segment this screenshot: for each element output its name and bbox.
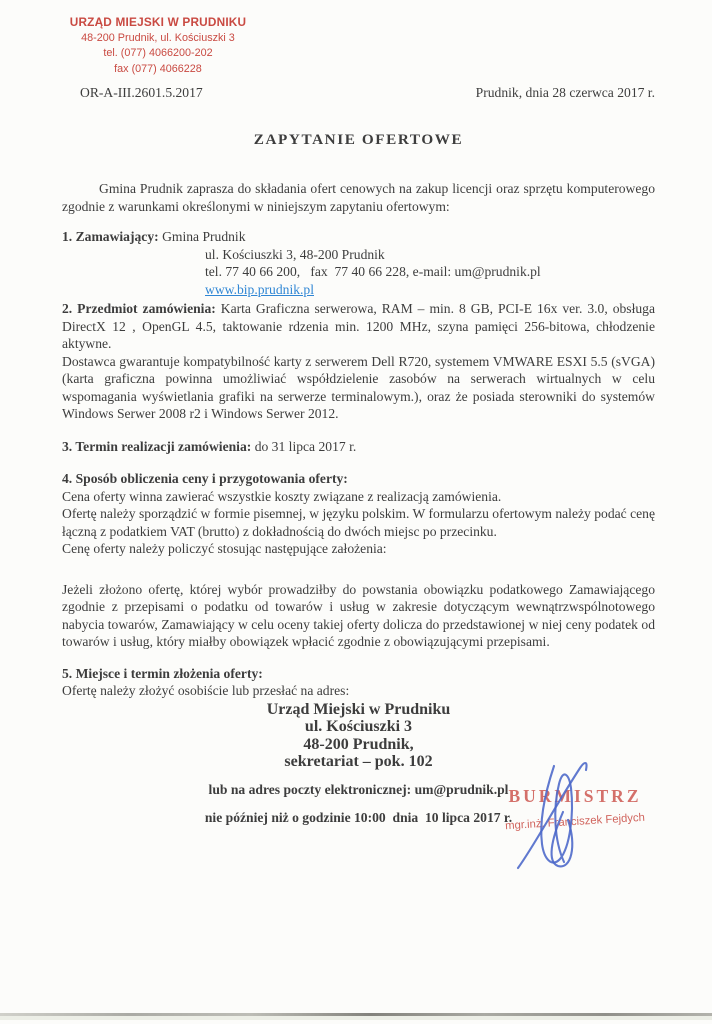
stamp-address: 48-200 Prudnik, ul. Kościuszki 3 <box>81 31 235 44</box>
vat-clause-paragraph: Jeżeli złożono ofertę, której wybór prowadziłby do powstania obowiązku podatkowego Zamawiającego zgodnie z przepisami o podatku od towarów i usług w zakresie dotyczącym wewnątrzwspólnotowego nabycia towarów, Zamawiający w celu oceny takiej oferty dolicza do przedstawionej w niej ceny podatek od towarów i usług, który miałby obowiązek wpłacić zgodnie z obowiązującymi przepisami. <box>62 581 655 649</box>
mayor-name-stamp: mgr.inż. Franciszek Fejdych <box>504 811 646 833</box>
document-title: ZAPYTANIE OFERTOWE <box>253 131 464 148</box>
section3-line <box>62 438 655 456</box>
section2-label: 2. Przedmiot zamówienia: <box>62 301 216 316</box>
submission-address-office: Urząd Miejski w Prudniku <box>266 700 451 718</box>
scan-edge-shadow <box>0 1016 712 1020</box>
reference-row <box>62 85 655 101</box>
signature-area <box>470 750 680 880</box>
section2-spec-text: Karta Graficzna serwerowa, RAM – min. 8 GB, PCI-E 16x ver. 3.0, obsługa DirectX 12 , OpenGL 4.5, taktowanie rdzenia min. 1200 MHz, szyna pamięci 256-bitowa, chłodzenie aktywne. <box>62 301 655 351</box>
submission-address-room: sekretariat – pok. 102 <box>284 753 433 770</box>
section1-orderer-name: Gmina Prudnik <box>162 229 246 244</box>
section5-line1: Ofertę należy złożyć osobiście lub przesłać na adres: <box>62 683 350 698</box>
submission-email-line: lub na adres poczty elektronicznej: um@prudnik.pl <box>208 781 509 797</box>
submission-address-city: 48-200 Prudnik, <box>303 735 414 753</box>
stamp-office-name: URZĄD MIEJSKI W PRUDNIKU <box>69 15 247 29</box>
section5-heading: 5. Miejsce i termin złożenia oferty: <box>62 665 263 681</box>
intro-paragraph: Gmina Prudnik zaprasza do składania ofert cenowych na zakup licencji oraz sprzętu komputerowego zgodnie z warunkami określonymi w niniejszym zapytaniu ofertowym: <box>62 181 655 214</box>
reference-number: OR-A-III.2601.5.2017 <box>80 85 203 100</box>
submission-address-street: ul. Kościuszki 3 <box>304 718 413 735</box>
section2-paragraph-2: Dostawca gwarantuje kompatybilność karty z serwerem Dell R720, systemem VMWARE ESXI 5.5 (sVGA) (karta graficzna powinna umożliwiać współdzielenie zasobów na serwerach wirtualnych w celu wspomagania wyświetlania grafiki na serwerze terminalowym.), oraz że posiada sterowniki do systemów Windows Serwer 2008 r2 i Windows Serwer 2012. <box>62 353 655 421</box>
section1-heading <box>62 228 655 246</box>
handwritten-signature <box>508 756 628 878</box>
section4-line3: Cenę oferty należy policzyć stosując następujące założenia: <box>62 541 387 556</box>
office-header-stamp <box>54 16 262 76</box>
place-and-date: Prudnik, dnia 28 czerwca 2017 r. <box>475 85 655 100</box>
section4-heading: 4. Sposób obliczenia ceny i przygotowania oferty: <box>62 471 348 486</box>
section3-deadline: do 31 lipca 2017 r. <box>254 438 357 454</box>
stamp-phone: tel. (077) 4066200-202 <box>103 47 213 59</box>
submission-deadline-line: nie później niż o godzinie 10:00 dnia 10 lipca 2017 r. <box>204 810 513 825</box>
mayor-title-stamp: BURMISTRZ <box>508 786 642 806</box>
section4-line2: Ofertę należy sporządzić w formie pisemnej, w języku polskim. W formularzu ofertowym należy podać cenę łączną z podatkiem VAT (brutto) z dokładnością do dwóch miejsc po przecinku. <box>62 506 655 539</box>
section3-label: 3. Termin realizacji zamówienia: <box>62 438 252 454</box>
section1-label: 1. Zamawiający: <box>62 229 159 244</box>
bip-website-link[interactable]: www.bip.prudnik.pl <box>205 281 314 297</box>
stamp-fax: fax (077) 4066228 <box>114 62 202 75</box>
section2-paragraph-1 <box>62 300 655 353</box>
orderer-contact: tel. 77 40 66 200, fax 77 40 66 228, e-mail: um@prudnik.pl <box>205 264 541 279</box>
section1-address-block <box>205 246 655 299</box>
orderer-street: ul. Kościuszki 3, 48-200 Prudnik <box>205 246 385 262</box>
section4-line1: Cena oferty winna zawierać wszystkie koszty związane z realizacją zamówienia. <box>62 488 502 504</box>
